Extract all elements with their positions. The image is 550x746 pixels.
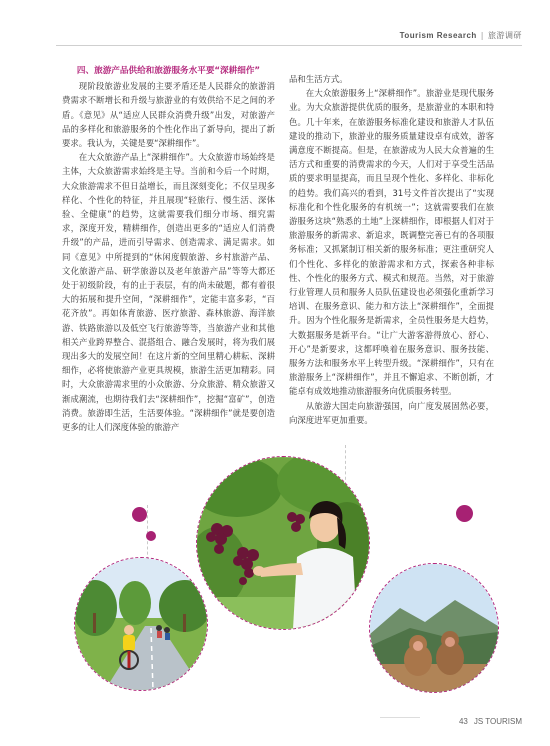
page-footer [459, 717, 522, 726]
right-column [289, 72, 494, 427]
dashed-connector [345, 445, 346, 485]
section-title-cn: 旅游调研 [488, 31, 522, 40]
header-rule [56, 45, 522, 46]
page-header [0, 0, 550, 50]
paragraph: 在大众旅游产品上“深耕细作”。大众旅游市场始终是主体，大众旅游需求始终是主导。当前和今后一个时期，大众旅游需求不但日益增长，而且深刻变化；不仅呈现多样化、个性化的特征，并且展现“轻旅行、慢生活、深体验、全健康”的趋势，这就需要我们细分市场、细究需求，深度开发，精耕细作，创造出更多的“适应人们消费升级”的产品，进而引导需求、创造需求、满足需求。如同《意见》中所提到的“休闲度假旅游、乡村旅游产品、文化旅游产品、研学旅游以及老年旅游产品”等等大都还处于初级阶段，有的止于表层，有的尚未破题，都有着很大的拓展和提升空间，“深耕细作”，定能丰富多彩，“百花齐放”。再如体育旅游、医疗旅游、森林旅游、海洋旅游、铁路旅游以及低空飞行旅游等等，当旅游产业和其他相关产业跨界整合、混搭组合、融合发展时，将为我们展现出多大的发展空间！在这片新的空间里精心耕耘、深耕细作，必将使旅游产业更具规模，旅游生活更加精彩。同时，大众旅游需求里的小众旅游、分众旅游、精众旅游又渐成潮流，也期待我们去“深耕细作”，挖掘“富矿”，创造消费。旅游即生活，生活要体验。“深耕细作”就是要创造更多的让人们深度体验的旅游产 [62, 152, 275, 433]
page-number: 43 [458, 717, 468, 726]
section-title-en: Tourism Research [399, 31, 477, 40]
left-column [62, 64, 275, 434]
paragraph: 在大众旅游服务上“深耕细作”。旅游业是现代服务业。为大众旅游提供优质的服务，是旅游业的本职和特色。几十年来，在旅游服务标准化建设和旅游人才队伍建设的推动下，旅游业的服务质量建设卓有成效，游客满意度不断提高。但是，在旅游成为人民大众普遍的生活方式和重要的消费需求的今天，人们对于享受生活品质的要求明显提高，而且呈现个性化、多样化、非标化的趋势。我们高兴的看到，31号文件首次提出了“实现标准化和个性化服务的有机统一”；这就需要我们在旅游服务这块“熟悉的土地”上深耕细作，即根据人们对于旅游服务的新需求、新追求，既调整完善已有的各项服务标准；又抓紧制订相关新的服务标准；更注重研究人们个性化、多样化的旅游需求和方式，探索各种非标性、个性化的服务方式、模式和规范。当然，对于旅游行业管理人员和服务人员队伍建设也必须强化重新学习培训、在服务意识、能力和方法上“深耕细作”，全面提升。因为个性化服务是新需求，全员性服务是大趋势，大数据服务是新平台。“让广大游客游得放心、舒心、开心”是新要求，这都呼唤着在服务意识、服务技能、服务方法和服务水平上转型升级。“深耕细作”，只有在旅游服务上“深耕细作”，并且不懈追求、不断创新，才能卓有成效地推动旅游服务向优质服务转型。 [289, 88, 494, 397]
grape-harvest-illustration [197, 457, 369, 629]
section-title [400, 30, 522, 41]
grape-harvest-photo [196, 456, 370, 630]
decor-dot [456, 505, 473, 522]
paragraph: 现阶段旅游业发展的主要矛盾还是人民群众的旅游消费需求不断增长和升级与旅游业的有效供给不足之间的矛盾。《意见》从“适应人民群众消费升级”出发，对旅游产品的多样化和旅游服务的个性化作出了新导向，提出了新要求。我认为，关键是要“深耕细作”。 [62, 81, 275, 149]
mountain-monkeys-illustration [370, 564, 498, 692]
footer-rule [380, 717, 420, 718]
decor-dot [146, 531, 156, 541]
cycling-illustration [75, 558, 207, 690]
magazine-name: JS TOURISM [473, 717, 522, 726]
mountain-monkeys-photo [369, 563, 499, 693]
decor-dot [132, 507, 147, 522]
cycling-park-photo [74, 557, 208, 691]
article-heading: 四、旅游产品供给和旅游服务水平要“深耕细作” [76, 66, 261, 76]
paragraph: 品和生活方式。 [289, 74, 348, 84]
title-separator: | [480, 31, 484, 40]
paragraph: 从旅游大国走向旅游强国，向广度发展固然必要，向深度进军更加重要。 [289, 400, 494, 425]
